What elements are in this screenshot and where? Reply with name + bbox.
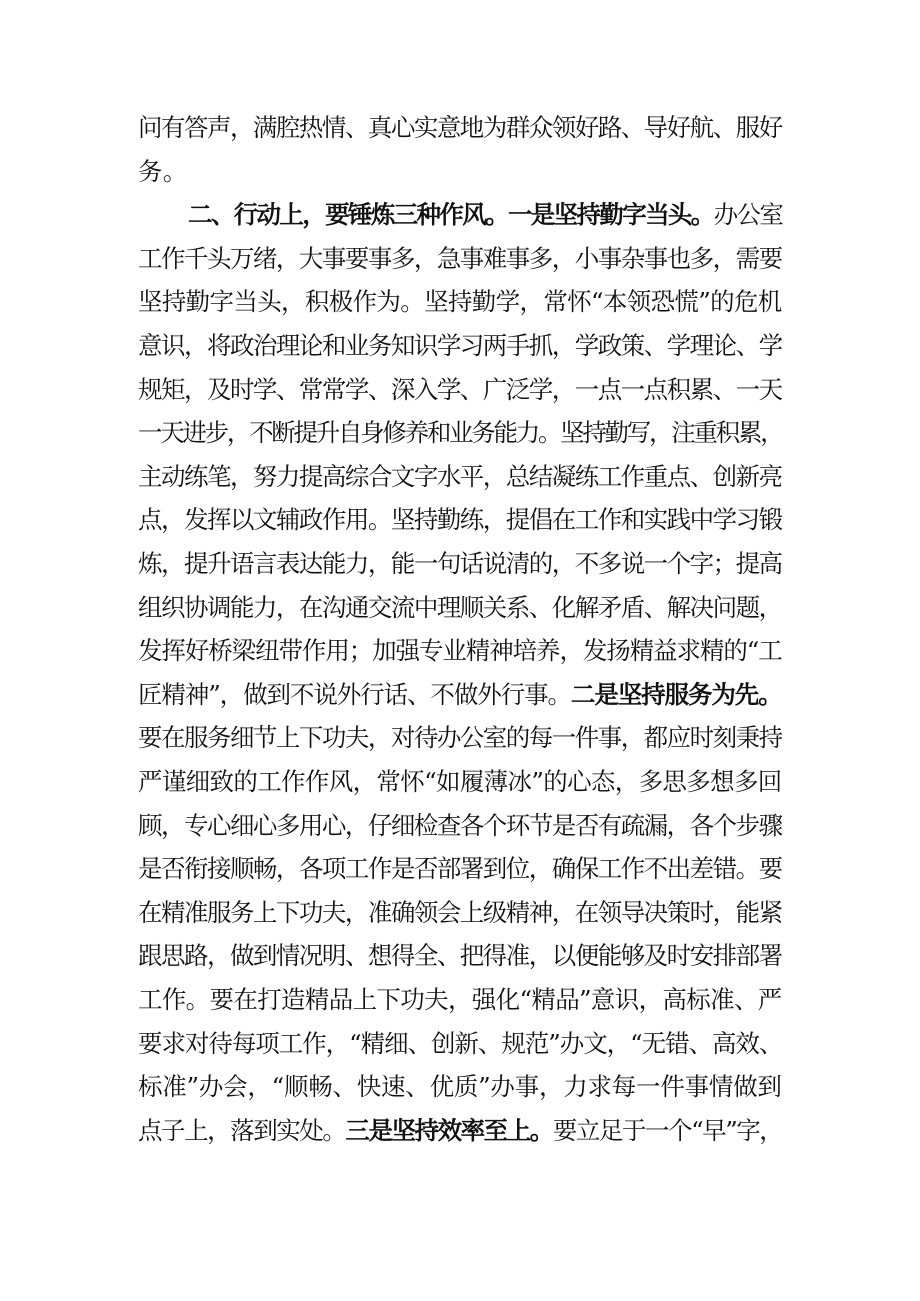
- bold-text-segment: 三是坚持效率至上。: [345, 1115, 553, 1145]
- text-segment: 在精准服务上下功夫，准确领会上级精神，在领导决策时，能紧: [138, 897, 782, 927]
- text-segment: 点子上，落到实处。: [138, 1115, 346, 1145]
- text-line: [138, 980, 782, 1020]
- text-line: [138, 413, 782, 453]
- text-segment: 要求对待每项工作，“精细、创新、规范”办文，“无错、高效、: [138, 1028, 783, 1058]
- text-line: [138, 893, 782, 933]
- text-line: [138, 631, 782, 671]
- text-segment: 主动练笔，努力提高综合文字水平，总结凝练工作重点、创新亮: [138, 461, 782, 491]
- text-segment: 规矩，及时学、常常学、深入学、广泛学，一点一点积累、一天: [138, 374, 782, 404]
- text-segment: 点，发挥以文辅政作用。坚持勤练，提倡在工作和实践中学习锻: [138, 505, 782, 535]
- text-line: [138, 588, 782, 628]
- text-segment: 要立足于一个“早”字，: [552, 1115, 783, 1145]
- bold-text-segment: 二是坚持服务为先。: [570, 679, 782, 709]
- text-line: [188, 195, 782, 235]
- bold-text-segment: 一是坚持勤字当头。: [507, 200, 714, 230]
- text-line: [138, 1111, 782, 1151]
- text-segment: 一天进步，不断提升自身修养和业务能力。坚持勤写，注重积累，: [138, 418, 783, 448]
- bold-text-segment: 二、行动上，要锤炼三种作风。: [188, 200, 508, 230]
- text-segment: 标准”办会，“顺畅、快速、优质”办事，力求每一件事情做到: [138, 1072, 782, 1102]
- text-segment: 匠精神”，做到不说外行话、不做外行事。: [138, 679, 571, 709]
- text-segment: 办公室: [713, 200, 783, 230]
- text-line: [138, 762, 782, 802]
- text-segment: 工作千头万绪，大事要事多，急事难事多，小事杂事也多，需要: [138, 243, 782, 273]
- text-line: [138, 282, 782, 322]
- text-line: [138, 370, 782, 410]
- text-segment: 要在服务细节上下功夫，对待办公室的每一件事，都应时刻秉持: [138, 723, 782, 753]
- text-segment: 组织协调能力，在沟通交流中理顺关系、化解矛盾、解决问题，: [138, 592, 782, 622]
- text-line: [138, 500, 782, 540]
- text-segment: 严谨细致的工作作风，常怀“如履薄冰”的心态，多思多想多回: [138, 767, 782, 796]
- text-line: [138, 718, 782, 758]
- text-line: [138, 1024, 782, 1064]
- text-segment: 炼，提升语言表达能力，能一句话说清的，不多说一个字；提高: [138, 549, 782, 578]
- text-segment: 问有答声，满腔热情、真心实意地为群众领好路、导好航、服好: [138, 113, 782, 142]
- text-segment: 是否衔接顺畅，各项工作是否部署到位，确保工作不出差错。要: [138, 854, 782, 884]
- text-line: [138, 936, 782, 976]
- text-segment: 务。: [138, 156, 188, 186]
- text-line: [138, 675, 782, 715]
- text-segment: 顾，专心细心多用心，仔细检查各个环节是否有疏漏，各个步骤: [138, 810, 782, 840]
- text-line: [138, 457, 782, 497]
- text-segment: 意识，将政治理论和业务知识学习两手抓，学政策、学理论、学: [138, 331, 782, 360]
- text-segment: 坚持勤字当头，积极作为。坚持勤学，常怀“本领恐慌”的危机: [138, 287, 782, 317]
- text-line: [138, 806, 782, 846]
- text-segment: 发挥好桥梁纽带作用；加强专业精神培养，发扬精益求精的“工: [138, 636, 782, 666]
- text-segment: 跟思路，做到情况明、想得全、把得准，以便能够及时安排部署: [138, 941, 782, 971]
- text-line: [138, 326, 782, 366]
- text-line: [138, 849, 782, 889]
- text-line: [138, 544, 782, 584]
- text-line: [138, 108, 782, 148]
- text-line: [138, 239, 782, 279]
- text-segment: 工作。要在打造精品上下功夫，强化“精品”意识，高标准、严: [138, 985, 782, 1014]
- text-line: [138, 152, 187, 192]
- text-line: [138, 1067, 782, 1107]
